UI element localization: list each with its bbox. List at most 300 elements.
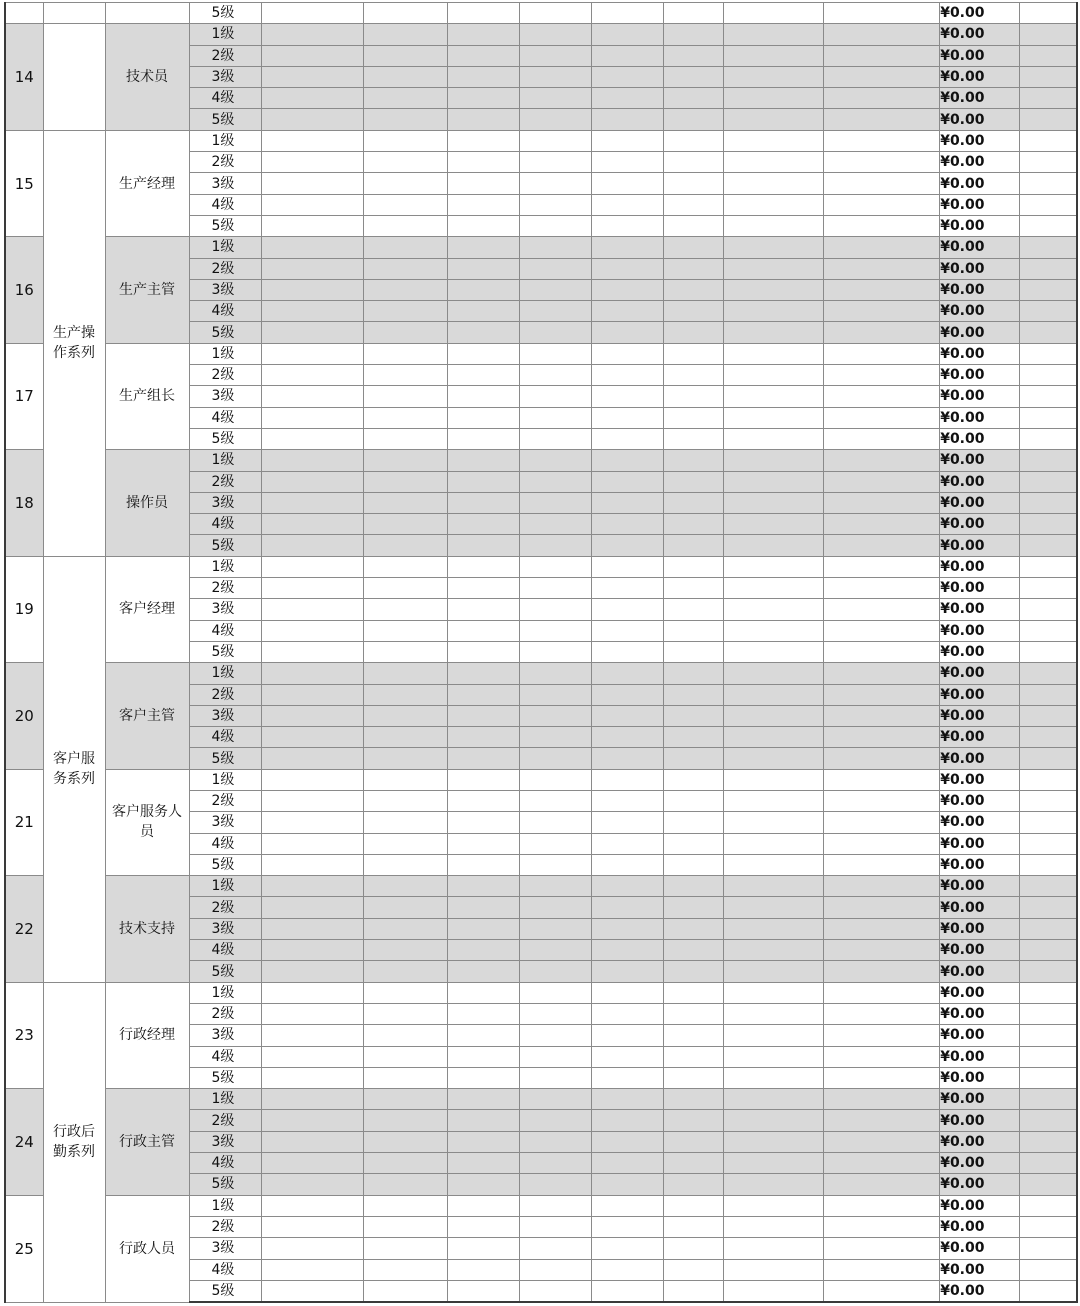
empty-cell <box>261 961 363 982</box>
amount-cell: ¥0.00 <box>939 663 1019 684</box>
position-cell: 操作员 <box>105 450 189 556</box>
empty-cell <box>363 514 447 535</box>
empty-cell <box>519 769 591 790</box>
remark-cell <box>1019 1046 1077 1067</box>
empty-cell <box>591 279 663 300</box>
empty-cell <box>363 748 447 769</box>
amount-cell: ¥0.00 <box>939 961 1019 982</box>
empty-cell <box>519 790 591 811</box>
position-cell: 客户服务人员 <box>105 769 189 875</box>
empty-cell <box>591 1067 663 1088</box>
empty-cell <box>591 492 663 513</box>
amount-cell: ¥0.00 <box>939 1046 1019 1067</box>
empty-cell <box>447 1195 519 1216</box>
level-cell: 5级 <box>189 428 261 449</box>
empty-cell <box>723 173 823 194</box>
empty-cell <box>519 152 591 173</box>
empty-cell <box>261 1153 363 1174</box>
empty-cell <box>447 727 519 748</box>
remark-cell <box>1019 301 1077 322</box>
amount-cell: ¥0.00 <box>939 237 1019 258</box>
empty-cell <box>363 237 447 258</box>
row-number-cell: 25 <box>5 1195 43 1302</box>
amount-cell: ¥0.00 <box>939 790 1019 811</box>
empty-cell <box>447 790 519 811</box>
row-number-cell: 24 <box>5 1089 43 1195</box>
empty-cell <box>591 322 663 343</box>
empty-cell <box>591 88 663 109</box>
remark-cell <box>1019 3 1077 24</box>
level-cell: 3级 <box>189 279 261 300</box>
empty-cell <box>663 1259 723 1280</box>
empty-cell <box>723 1003 823 1024</box>
remark-cell <box>1019 769 1077 790</box>
empty-cell <box>591 556 663 577</box>
level-cell: 1级 <box>189 1195 261 1216</box>
empty-cell <box>519 1067 591 1088</box>
empty-cell <box>591 876 663 897</box>
level-cell: 2级 <box>189 684 261 705</box>
empty-cell <box>447 215 519 236</box>
empty-cell <box>519 258 591 279</box>
remark-cell <box>1019 1067 1077 1088</box>
empty-cell <box>261 173 363 194</box>
empty-cell <box>363 343 447 364</box>
empty-cell <box>723 1025 823 1046</box>
empty-cell <box>723 343 823 364</box>
empty-cell <box>363 301 447 322</box>
empty-cell <box>591 130 663 151</box>
empty-cell <box>447 1280 519 1302</box>
level-cell: 4级 <box>189 301 261 322</box>
empty-cell <box>663 1195 723 1216</box>
level-cell: 5级 <box>189 748 261 769</box>
empty-cell <box>591 1046 663 1067</box>
empty-cell <box>447 1046 519 1067</box>
empty-cell <box>823 1280 939 1302</box>
remark-cell <box>1019 109 1077 130</box>
empty-cell <box>447 620 519 641</box>
level-cell: 3级 <box>189 386 261 407</box>
empty-cell <box>363 1153 447 1174</box>
empty-cell <box>823 535 939 556</box>
remark-cell <box>1019 1195 1077 1216</box>
amount-cell: ¥0.00 <box>939 1025 1019 1046</box>
empty-cell <box>363 1280 447 1302</box>
empty-cell <box>663 982 723 1003</box>
empty-cell <box>519 578 591 599</box>
empty-cell <box>591 301 663 322</box>
empty-cell <box>823 663 939 684</box>
empty-cell <box>261 215 363 236</box>
amount-cell: ¥0.00 <box>939 1110 1019 1131</box>
empty-cell <box>723 769 823 790</box>
empty-cell <box>519 854 591 875</box>
remark-cell <box>1019 663 1077 684</box>
empty-cell <box>261 812 363 833</box>
empty-cell <box>663 705 723 726</box>
empty-cell <box>519 109 591 130</box>
amount-cell: ¥0.00 <box>939 854 1019 875</box>
empty-cell <box>447 599 519 620</box>
remark-cell <box>1019 514 1077 535</box>
empty-cell <box>519 684 591 705</box>
level-cell: 4级 <box>189 833 261 854</box>
empty-cell <box>261 705 363 726</box>
empty-cell <box>363 854 447 875</box>
remark-cell <box>1019 450 1077 471</box>
row-number-cell: 19 <box>5 556 43 662</box>
row-number-cell <box>5 3 43 24</box>
empty-cell <box>663 109 723 130</box>
empty-cell <box>261 663 363 684</box>
remark-cell <box>1019 748 1077 769</box>
empty-cell <box>261 790 363 811</box>
remark-cell <box>1019 556 1077 577</box>
empty-cell <box>447 514 519 535</box>
empty-cell <box>663 407 723 428</box>
empty-cell <box>823 982 939 1003</box>
empty-cell <box>591 1280 663 1302</box>
empty-cell <box>261 386 363 407</box>
empty-cell <box>447 130 519 151</box>
empty-cell <box>663 386 723 407</box>
empty-cell <box>723 876 823 897</box>
remark-cell <box>1019 1003 1077 1024</box>
empty-cell <box>723 1195 823 1216</box>
empty-cell <box>663 727 723 748</box>
empty-cell <box>447 279 519 300</box>
empty-cell <box>723 407 823 428</box>
level-cell: 2级 <box>189 790 261 811</box>
empty-cell <box>823 152 939 173</box>
table-row <box>5 663 1077 684</box>
empty-cell <box>723 109 823 130</box>
empty-cell <box>363 641 447 662</box>
amount-cell: ¥0.00 <box>939 1280 1019 1302</box>
empty-cell <box>591 641 663 662</box>
empty-cell <box>447 748 519 769</box>
amount-cell: ¥0.00 <box>939 130 1019 151</box>
amount-cell: ¥0.00 <box>939 748 1019 769</box>
empty-cell <box>519 45 591 66</box>
empty-cell <box>519 492 591 513</box>
position-cell: 技术支持 <box>105 876 189 982</box>
empty-cell <box>591 66 663 87</box>
amount-cell: ¥0.00 <box>939 386 1019 407</box>
table-row <box>5 876 1077 897</box>
table-row <box>5 130 1077 151</box>
empty-cell <box>591 705 663 726</box>
empty-cell <box>591 24 663 45</box>
series-cell: 客户服务系列 <box>43 556 105 982</box>
row-number-cell: 16 <box>5 237 43 343</box>
remark-cell <box>1019 897 1077 918</box>
empty-cell <box>663 365 723 386</box>
remark-cell <box>1019 88 1077 109</box>
empty-cell <box>447 1025 519 1046</box>
empty-cell <box>591 769 663 790</box>
position-cell: 生产主管 <box>105 237 189 343</box>
empty-cell <box>447 535 519 556</box>
empty-cell <box>663 428 723 449</box>
empty-cell <box>519 365 591 386</box>
empty-cell <box>723 258 823 279</box>
empty-cell <box>823 1259 939 1280</box>
empty-cell <box>363 769 447 790</box>
empty-cell <box>823 109 939 130</box>
empty-cell <box>447 194 519 215</box>
empty-cell <box>447 3 519 24</box>
empty-cell <box>723 194 823 215</box>
empty-cell <box>723 237 823 258</box>
level-cell: 5级 <box>189 641 261 662</box>
empty-cell <box>663 641 723 662</box>
level-cell: 4级 <box>189 407 261 428</box>
empty-cell <box>723 24 823 45</box>
amount-cell: ¥0.00 <box>939 1067 1019 1088</box>
amount-cell: ¥0.00 <box>939 365 1019 386</box>
empty-cell <box>823 173 939 194</box>
empty-cell <box>723 365 823 386</box>
empty-cell <box>591 940 663 961</box>
empty-cell <box>663 24 723 45</box>
empty-cell <box>591 194 663 215</box>
empty-cell <box>723 215 823 236</box>
level-cell: 1级 <box>189 876 261 897</box>
empty-cell <box>823 365 939 386</box>
empty-cell <box>447 918 519 939</box>
table-row <box>5 1195 1077 1216</box>
level-cell: 1级 <box>189 450 261 471</box>
empty-cell <box>261 854 363 875</box>
empty-cell <box>261 1025 363 1046</box>
empty-cell <box>363 1238 447 1259</box>
empty-cell <box>591 1259 663 1280</box>
empty-cell <box>663 322 723 343</box>
remark-cell <box>1019 365 1077 386</box>
empty-cell <box>723 982 823 1003</box>
empty-cell <box>363 599 447 620</box>
empty-cell <box>447 961 519 982</box>
empty-cell <box>519 66 591 87</box>
empty-cell <box>363 152 447 173</box>
level-cell: 5级 <box>189 109 261 130</box>
empty-cell <box>363 1174 447 1195</box>
empty-cell <box>363 684 447 705</box>
empty-cell <box>447 1089 519 1110</box>
position-cell: 生产经理 <box>105 130 189 236</box>
level-cell: 1级 <box>189 237 261 258</box>
remark-cell <box>1019 982 1077 1003</box>
empty-cell <box>447 876 519 897</box>
empty-cell <box>663 301 723 322</box>
empty-cell <box>363 556 447 577</box>
empty-cell <box>823 790 939 811</box>
level-cell: 4级 <box>189 1153 261 1174</box>
empty-cell <box>823 1110 939 1131</box>
level-cell: 1级 <box>189 769 261 790</box>
table-row <box>5 237 1077 258</box>
empty-cell <box>261 3 363 24</box>
level-cell: 5级 <box>189 1280 261 1302</box>
remark-cell <box>1019 1153 1077 1174</box>
empty-cell <box>447 66 519 87</box>
row-number-cell: 17 <box>5 343 43 449</box>
empty-cell <box>519 918 591 939</box>
empty-cell <box>723 556 823 577</box>
empty-cell <box>363 194 447 215</box>
amount-cell: ¥0.00 <box>939 1089 1019 1110</box>
empty-cell <box>261 514 363 535</box>
level-cell: 1级 <box>189 1089 261 1110</box>
amount-cell: ¥0.00 <box>939 578 1019 599</box>
amount-cell: ¥0.00 <box>939 301 1019 322</box>
empty-cell <box>261 428 363 449</box>
empty-cell <box>447 1238 519 1259</box>
empty-cell <box>363 1067 447 1088</box>
empty-cell <box>591 663 663 684</box>
remark-cell <box>1019 386 1077 407</box>
level-cell: 4级 <box>189 1046 261 1067</box>
remark-cell <box>1019 343 1077 364</box>
empty-cell <box>823 812 939 833</box>
empty-cell <box>447 322 519 343</box>
empty-cell <box>519 599 591 620</box>
empty-cell <box>591 918 663 939</box>
amount-cell: ¥0.00 <box>939 109 1019 130</box>
empty-cell <box>447 982 519 1003</box>
amount-cell: ¥0.00 <box>939 24 1019 45</box>
empty-cell <box>663 599 723 620</box>
empty-cell <box>663 514 723 535</box>
empty-cell <box>363 173 447 194</box>
empty-cell <box>363 322 447 343</box>
empty-cell <box>663 663 723 684</box>
amount-cell: ¥0.00 <box>939 833 1019 854</box>
empty-cell <box>663 769 723 790</box>
level-cell: 5级 <box>189 215 261 236</box>
table-row <box>5 24 1077 45</box>
empty-cell <box>447 769 519 790</box>
row-number-cell: 21 <box>5 769 43 875</box>
empty-cell <box>723 152 823 173</box>
empty-cell <box>261 1195 363 1216</box>
empty-cell <box>261 194 363 215</box>
empty-cell <box>519 322 591 343</box>
empty-cell <box>363 812 447 833</box>
empty-cell <box>363 88 447 109</box>
level-cell: 5级 <box>189 322 261 343</box>
amount-cell: ¥0.00 <box>939 897 1019 918</box>
empty-cell <box>723 620 823 641</box>
empty-cell <box>261 918 363 939</box>
remark-cell <box>1019 641 1077 662</box>
empty-cell <box>663 620 723 641</box>
amount-cell: ¥0.00 <box>939 1003 1019 1024</box>
empty-cell <box>823 961 939 982</box>
empty-cell <box>519 876 591 897</box>
empty-cell <box>591 535 663 556</box>
empty-cell <box>363 1046 447 1067</box>
amount-cell: ¥0.00 <box>939 1195 1019 1216</box>
empty-cell <box>663 279 723 300</box>
remark-cell <box>1019 237 1077 258</box>
amount-cell: ¥0.00 <box>939 173 1019 194</box>
empty-cell <box>363 471 447 492</box>
position-cell: 行政主管 <box>105 1089 189 1195</box>
level-cell: 3级 <box>189 599 261 620</box>
amount-cell: ¥0.00 <box>939 620 1019 641</box>
level-cell: 4级 <box>189 88 261 109</box>
empty-cell <box>363 663 447 684</box>
empty-cell <box>663 173 723 194</box>
empty-cell <box>663 450 723 471</box>
empty-cell <box>447 1067 519 1088</box>
empty-cell <box>591 578 663 599</box>
empty-cell <box>261 1238 363 1259</box>
level-cell: 1级 <box>189 556 261 577</box>
empty-cell <box>261 279 363 300</box>
remark-cell <box>1019 790 1077 811</box>
empty-cell <box>663 684 723 705</box>
empty-cell <box>447 854 519 875</box>
empty-cell <box>823 1216 939 1237</box>
empty-cell <box>447 386 519 407</box>
empty-cell <box>723 1216 823 1237</box>
amount-cell: ¥0.00 <box>939 407 1019 428</box>
empty-cell <box>823 578 939 599</box>
remark-cell <box>1019 258 1077 279</box>
level-cell: 2级 <box>189 152 261 173</box>
empty-cell <box>663 790 723 811</box>
empty-cell <box>519 3 591 24</box>
empty-cell <box>261 492 363 513</box>
empty-cell <box>823 684 939 705</box>
remark-cell <box>1019 215 1077 236</box>
empty-cell <box>363 1216 447 1237</box>
empty-cell <box>823 556 939 577</box>
empty-cell <box>823 769 939 790</box>
table-row <box>5 982 1077 1003</box>
empty-cell <box>261 876 363 897</box>
empty-cell <box>591 727 663 748</box>
empty-cell <box>823 407 939 428</box>
empty-cell <box>591 450 663 471</box>
empty-cell <box>519 1046 591 1067</box>
level-cell: 1级 <box>189 24 261 45</box>
empty-cell <box>723 1280 823 1302</box>
empty-cell <box>723 854 823 875</box>
series-cell: 生产操作系列 <box>43 130 105 556</box>
empty-cell <box>723 833 823 854</box>
empty-cell <box>363 1025 447 1046</box>
amount-cell: ¥0.00 <box>939 322 1019 343</box>
empty-cell <box>823 343 939 364</box>
empty-cell <box>447 1003 519 1024</box>
empty-cell <box>663 66 723 87</box>
level-cell: 2级 <box>189 1216 261 1237</box>
level-cell: 3级 <box>189 173 261 194</box>
empty-cell <box>723 897 823 918</box>
empty-cell <box>591 684 663 705</box>
empty-cell <box>447 1259 519 1280</box>
empty-cell <box>823 1195 939 1216</box>
level-cell: 3级 <box>189 492 261 513</box>
empty-cell <box>519 1259 591 1280</box>
row-number-cell: 23 <box>5 982 43 1088</box>
level-cell: 3级 <box>189 1238 261 1259</box>
